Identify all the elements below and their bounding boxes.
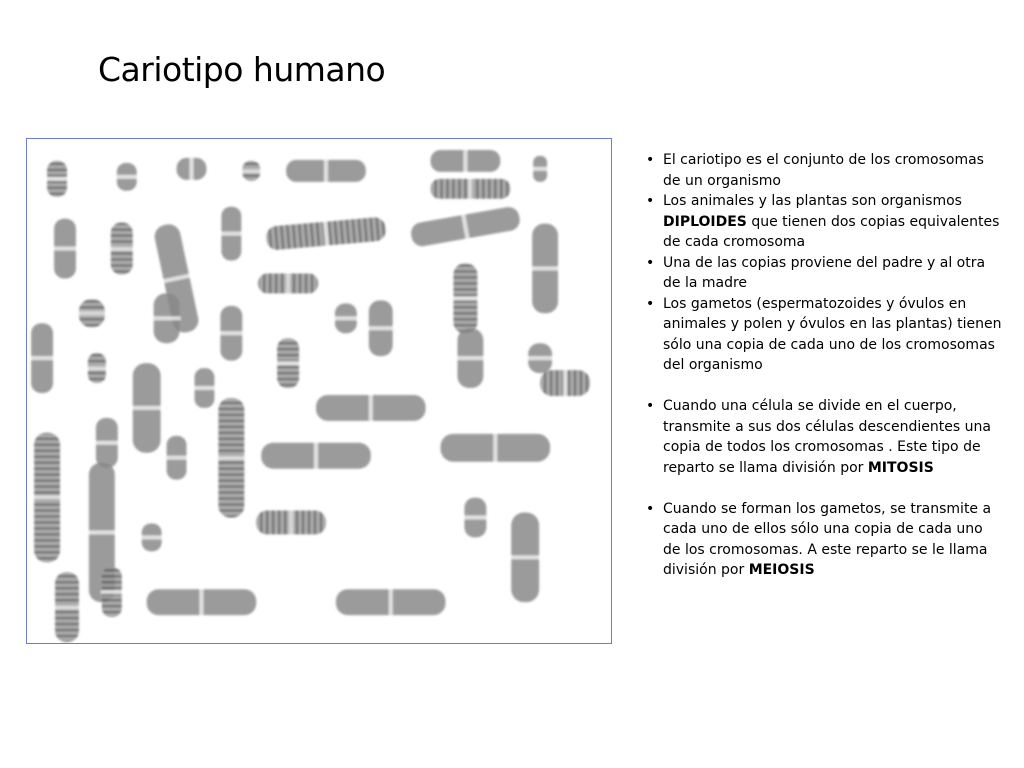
chromosome-centromere	[33, 496, 61, 500]
karyotype-image	[26, 138, 612, 644]
chromosome-centromere	[368, 326, 394, 330]
chromosome-centromere	[389, 588, 393, 616]
chromosome-centromere	[452, 296, 478, 300]
bullet-item: • Los gametos (espermatozoides y óvulos en animales y polen y óvulos en las plantas) tienen sólo una copia de cada uno de los cromosomas del organismo	[646, 294, 1002, 376]
chromosome-centromere	[78, 311, 106, 315]
chromosome-centromere	[531, 266, 559, 270]
chromosome-centromere	[276, 361, 300, 365]
chromosome-centromere	[166, 456, 188, 460]
chromosome-centromere	[46, 177, 68, 181]
chromosome-centromere	[87, 366, 107, 370]
chromosome-centromere	[314, 442, 318, 470]
chromosome-centromere	[30, 356, 54, 360]
chromosome-centromere	[220, 232, 242, 236]
chromosome-centromere	[199, 588, 203, 616]
chromosome-centromere	[116, 175, 138, 179]
chromosome-centromere	[95, 441, 119, 445]
chromosome-centromere	[193, 386, 215, 390]
chromosome-centromere	[334, 316, 358, 320]
chromosome-centromere	[241, 169, 261, 173]
bullet-spacer	[646, 478, 1002, 499]
slide-title: Cariotipo humano	[98, 50, 386, 89]
chromosome-centromere	[153, 316, 181, 320]
chromosome-centromere	[532, 167, 548, 171]
bullet-item: • El cariotipo es el conjunto de los cromosomas de un organismo	[646, 150, 1002, 191]
chromosome-centromere	[369, 394, 373, 422]
chromosome-centromere	[110, 247, 134, 251]
chromosome-centromere	[563, 369, 567, 397]
chromosome-centromere	[132, 406, 162, 410]
bullet-spacer	[646, 376, 1002, 397]
chromosome-centromere	[286, 272, 290, 294]
bullet-item: • Cuando se forman los gametos, se transmite a cada uno de ellos sólo una copia de cada uno de los cromosomas. A este reparto se le llama división por MEIOSIS	[646, 499, 1002, 581]
chromosome-centromere	[468, 178, 472, 200]
bullet-list	[646, 150, 1002, 581]
chromosome-centromere	[88, 530, 116, 534]
chromosome-centromere	[101, 590, 123, 594]
chromosome-centromere	[456, 356, 484, 360]
chromosome-centromere	[463, 149, 467, 173]
chromosome-centromere	[53, 247, 77, 251]
karyotype-illustration	[27, 139, 611, 643]
bullet-item: • Cuando una célula se divide en el cuerpo, transmite a sus dos células descendientes una copia de todos los cromosomas . Este tipo de reparto se llama división por MITOSIS	[646, 396, 1002, 478]
chromosome-centromere	[289, 510, 293, 536]
chromosome-centromere	[190, 157, 194, 181]
bullet-item: • Los animales y las plantas son organismos DIPLOIDES que tienen dos copias equivalentes de cada cromosoma	[646, 191, 1002, 253]
chromosome-centromere	[463, 516, 487, 520]
chromosome-centromere	[493, 433, 497, 463]
chromosome-centromere	[217, 456, 245, 460]
chromosome-centromere	[527, 356, 553, 360]
chromosome-centromere	[510, 555, 540, 559]
chromosome-centromere	[324, 159, 328, 183]
bullet-item: • Una de las copias proviene del padre y al otra de la madre	[646, 253, 1002, 294]
chromosome-centromere	[219, 331, 243, 335]
chromosome-centromere	[54, 605, 80, 609]
chromosome-centromere	[141, 535, 163, 539]
